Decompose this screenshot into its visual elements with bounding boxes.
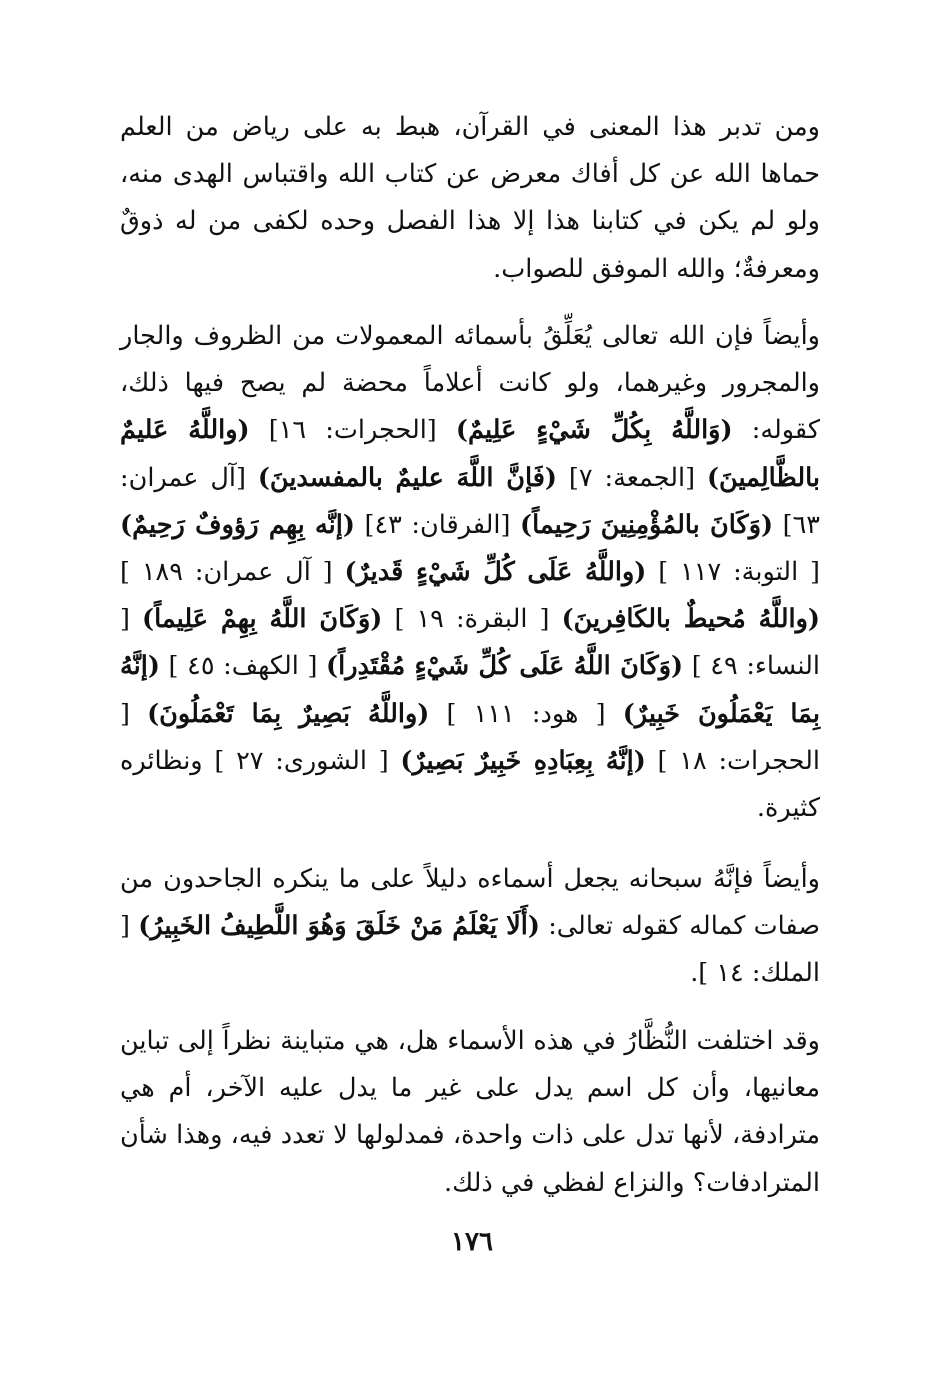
quran-reference: [آل عمران: ٦٣] <box>120 462 820 540</box>
quran-reference: [الجمعة: ٧] <box>556 462 707 493</box>
quran-quote: (إنَّهُ بِعِبَادِهِ خَبِيرٌ بَصِيرٌ) <box>400 745 646 776</box>
paragraph-1-text: ومن تدبر هذا المعنى في القرآن، هبط به على رياض من العلم حماها الله عن كل أفاك معرض عن كتاب الله واقتباس الهدى منه، ولو لم يكن في كتابنا هذا إلا هذا الفصل وحده لكفى من له ذوقٌ ومعرفةٌ؛ والله الموفق للصواب. <box>120 112 820 284</box>
paragraph-3 <box>120 856 820 998</box>
quran-reference: [الحجرات: ١٦] <box>249 415 456 446</box>
quran-reference: [ النساء: ٤٩ ] <box>120 604 820 682</box>
quran-quote: (واللَّهُ عَلَى كُلِّ شَيْءٍ قَديرٌ) <box>344 557 647 588</box>
quran-quote: (وَكَانَ اللَّهُ عَلَى كُلِّ شَيْءٍ مُقْتَدِراً) <box>326 651 684 682</box>
quran-quote: (فَإنَّ اللَّهَ عليمٌ بالمفسدينَ) <box>257 462 557 493</box>
page-number: ١٧٦ <box>451 1227 493 1257</box>
quran-reference: [ الملك: ١٤ ]. <box>120 911 820 989</box>
quran-reference: [ الحجرات: ١٨ ] <box>120 698 820 776</box>
quran-quote: (واللَّهُ بَصِيرٌ بِمَا تَعْمَلُونَ) <box>147 698 430 729</box>
paragraph-2 <box>120 313 820 832</box>
quran-quote: (وَكَانَ بالمُؤْمِنِينَ رَحِيماً) <box>520 509 774 540</box>
quran-reference: [ هود: ١١١ ] <box>429 698 623 729</box>
quran-quote: (إنَّه بِهِم رَؤوفٌ رَحِيمٌ) <box>120 509 355 540</box>
paragraph-4 <box>120 1018 820 1207</box>
paragraph-1 <box>120 104 820 293</box>
paragraph-3-text: وأيضاً فإنَّهُ سبحانه يجعل أسماءه دليلاً على ما ينكره الجاحدون من صفات كماله كقوله تعالى: <box>120 864 820 942</box>
quran-quote: (وَاللَّهُ بِكُلِّ شَيْءٍ عَلِيمٌ) <box>455 415 733 446</box>
quran-quote: (إنَّهُ بِمَا يَعْمَلُونَ خَبِيرٌ) <box>120 651 820 729</box>
paragraph-4-text: وقد اختلفت النُّظَّارُ في هذه الأسماء هل، هي متباينة نظراً إلى تباين معانيها، وأن كل اسم يدل على غير ما يدل عليه الآخر، أم هي مترادفة، لأنها تدل على ذات واحدة، فمدلولها لا تعدد فيه، وهذا شأن المترادفات؟ والنزاع لفظي في ذلك. <box>120 1026 820 1198</box>
quran-reference: [ التوبة: ١١٧ ] <box>646 557 821 588</box>
quran-quote: (أَلَا يَعْلَمُ مَنْ خَلَقَ وَهُوَ اللَّطِيفُ الخَبِيرُ) <box>138 911 540 942</box>
quran-reference: [ آل عمران: ١٨٩ ] <box>120 557 345 588</box>
quran-reference: [ البقرة: ١٩ ] <box>382 604 562 635</box>
quran-quote: (وَكَانَ اللَّهُ بِهِمْ عَلِيماً) <box>142 604 383 635</box>
paragraph-2-text: وأيضاً فإن الله تعالى يُعَلِّقُ بأسمائه المعمولات من الظروف والجار والمجرور وغيرهما، ولو كانت أعلاماً محضة لم يصح فيها ذلك، كقوله: <box>120 321 820 446</box>
quran-reference: [ الكهف: ٤٥ ] <box>159 651 327 682</box>
quran-reference: [الفرقان: ٤٣] <box>354 509 521 540</box>
quran-quote: (واللَّهُ مُحيطٌ بالكَافِرينَ) <box>561 604 820 635</box>
quran-reference: [ الشورى: ٢٧ ] ونظائره كثيرة. <box>120 745 820 824</box>
quran-quote: (واللَّهُ عَليمٌ بالظَّالِمينَ) <box>120 415 820 493</box>
